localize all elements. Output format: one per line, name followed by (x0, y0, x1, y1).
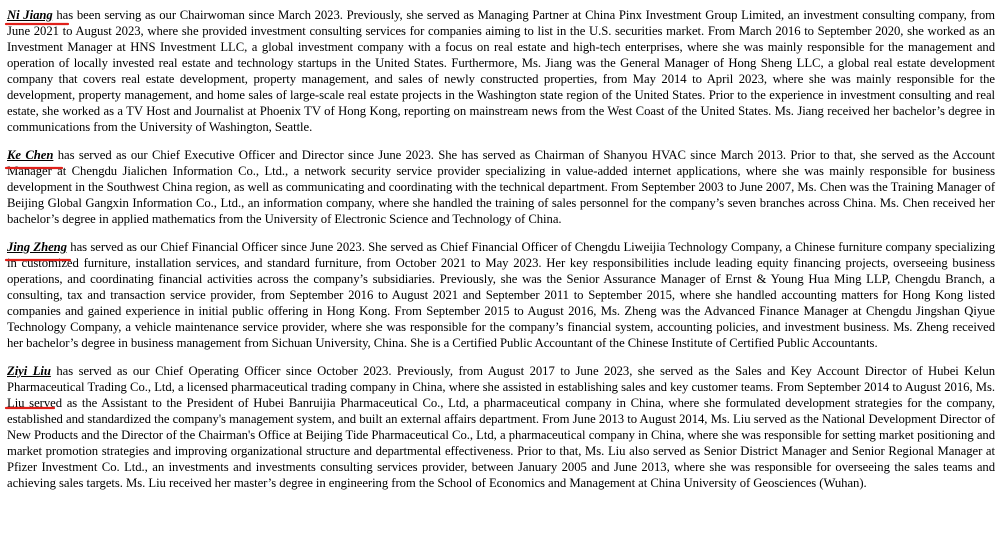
bio-text: has served as our Chief Operating Officer since October 2023. Previously, from August 2017 to June 2023, she served as the Sales and Key Account Director of Hubei Kelun Pharmaceutical Trading Co., Ltd, a licensed pharmaceutical trading company in China, where she assisted in establishing sales and key customer teams. From September 2014 to August 2016, Ms. Liu served as the Assistant to the President of Hubei Banruijia Pharmaceutical Co., Ltd, a pharmaceutical company in China, where she formulated development strategies for the company, established and standardized the company's management system, and built an external affairs department. From June 2013 to August 2014, Ms. Liu served as the National Development Director of New Products and the Director of the Chairman's Office at Beijing Tide Pharmaceutical Co., Ltd, a pharmaceutical company in China, where she was responsible for setting market positioning and market promotion strategies and improving organizational structure and departmental effectiveness. Prior to that, Ms. Liu also served as Senior District Manager and Senior Regional Manager at Pfizer Investment Co. Ltd., an investments and investments consulting services provider, between January 2005 and June 2013, where she was responsible for overseeing the sales teams and achieving sales targets. Ms. Liu received her master’s degree in engineering from the School of Economics and Management at China University of Geosciences (Wuhan). (7, 364, 995, 490)
bio-text: has served as our Chief Executive Officer and Director since June 2023. She has served as Chairman of Shanyou HVAC since March 2013. Prior to that, she served as the Account Manager at Chengdu Jialichen Information Co., Ltd., a network security service provider specializing in value-added internet applications, where she was mainly responsible for business development in the Southwest China region, as well as communicating and coordinating with the technical department. From September 2003 to June 2007, Ms. Chen was the Training Manager of Beijing Global Gangxin Information Co., Ltd., an information company, where she handled the training of sales personnel for the company’s seven branches across China. Ms. Chen received her bachelor’s degree in applied mathematics from the University of Electronic Science and Technology of China. (7, 148, 995, 226)
bio-name: Jing Zheng (7, 240, 67, 254)
bio-ziyi-liu (7, 363, 995, 491)
bio-jing-zheng (7, 239, 995, 351)
bio-text: has been serving as our Chairwoman since March 2023. Previously, she served as Managing Partner at China Pinx Investment Group Limited, an investment consulting company, from June 2021 to August 2023, where she provided investment consulting services for companies aiming to list in the U.S. securities market. From March 2016 to September 2020, she worked as an Investment Manager at HNS Investment LLC, a global investment company with a focus on real estate and high-tech enterprises, where she was mainly responsible for the management and operation of locally invested real estate and technology startups in the United States. Furthermore, Ms. Jiang was the General Manager of Hong Sheng LLC, a global real estate development company that covers real estate development, property management, and sales of newly constructed properties, from May 2014 to April 2023, where she was mainly responsible for the development, property management, and home sales of large-scale real estate projects in the Washington state region of the United States. Prior to the experience in investment consulting and real estate, she worked as a TV Host and Journalist at Phoenix TV of Hong Kong, reporting on mainstream news from the West Coast of the United States. Ms. Jiang received her bachelor’s degree in communications from the University of Washington, Seattle. (7, 8, 995, 134)
bio-name: Ke Chen (7, 148, 54, 162)
bio-ke-chen (7, 147, 995, 227)
bio-name: Ni Jiang (7, 8, 53, 22)
bio-ni-jiang (7, 7, 995, 135)
bio-text: has served as our Chief Financial Officer since June 2023. She served as Chief Financial Officer of Chengdu Liweijia Technology Company, a Chinese furniture company specializing in customized furniture, installation services, and standard furniture, from October 2021 to May 2023. Her key responsibilities include leading equity financing projects, overseeing business operations, and coordinating financial activities across the company’s subsidiaries. Previously, she was the Senior Assurance Manager of Ernst & Young Hua Ming LLP, Chengdu Branch, a consulting, tax and transaction service provider, from September 2016 to August 2021 and September 2011 to September 2015, where she handled accounting matters for Hong Kong listed companies and gained experience in initial public offering in Hong Kong. From September 2015 to August 2016, Ms. Zheng was the Advanced Finance Manager at Chengdu Jingshan Qiyue Technology Company, a vehicle maintenance service provider, where she was responsible for the company’s financial system, accounting policies, and investment business. Ms. Zheng received her bachelor’s degree in business management from Sichuan University, China. She is a Certified Public Accountant of the Chinese Institute of Certified Public Accountants. (7, 240, 995, 350)
document-body (7, 7, 995, 503)
bio-name: Ziyi Liu (7, 364, 51, 378)
